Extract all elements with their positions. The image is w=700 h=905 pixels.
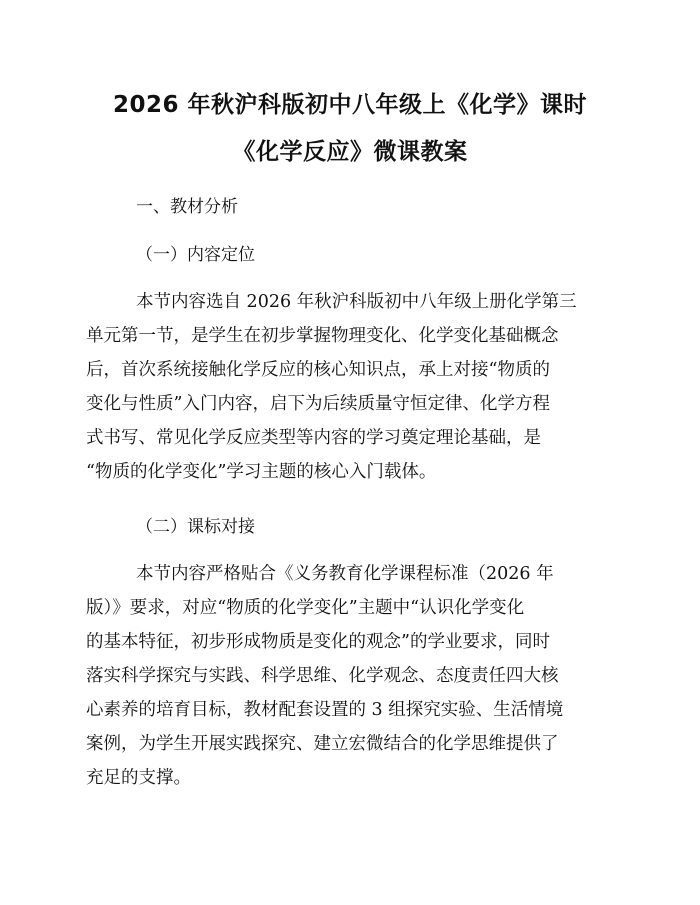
subsection-heading-content-positioning: （一）内容定位 — [136, 245, 255, 265]
paragraph-line: 后，首次系统接触化学反应的核心知识点，承上对接“物质的 — [86, 360, 550, 380]
subsection-heading-curriculum-alignment: （二）课标对接 — [136, 517, 255, 537]
document-title-line-2: 《化学反应》微课教案 — [232, 139, 468, 165]
paragraph-line: 的基本特征，初步形成物质是变化的观念”的学业要求，同时 — [86, 632, 550, 652]
section-heading-textbook-analysis: 一、教材分析 — [136, 197, 238, 217]
document-title-line-1: 2026 年秋沪科版初中八年级上《化学》课时 — [112, 92, 588, 118]
paragraph-line: 落实科学探究与实践、科学思维、化学观念、态度责任四大核 — [86, 666, 559, 686]
paragraph-line: “物质的化学变化”学习主题的核心入门载体。 — [86, 462, 437, 482]
paragraph-line: 心素养的培育目标，教材配套设置的 3 组探究实验、生活情境 — [86, 700, 564, 720]
paragraph-line: 本节内容选自 2026 年秋沪科版初中八年级上册化学第三 — [136, 292, 577, 312]
paragraph-line: 版）》要求，对应“物质的化学变化”主题中“认识化学变化 — [86, 598, 525, 618]
paragraph-line: 案例，为学生开展实践探究、建立宏微结合的化学思维提供了 — [86, 734, 559, 754]
paragraph-line: 式书写、常见化学反应类型等内容的学习奠定理论基础，是 — [86, 428, 541, 448]
paragraph-line: 充足的支撑。 — [86, 768, 191, 788]
paragraph-line: 本节内容严格贴合《义务教育化学课程标准（2026 年 — [136, 564, 554, 584]
paragraph-line: 变化与性质”入门内容，启下为后续质量守恒定律、化学方程 — [86, 394, 550, 414]
paragraph-line: 单元第一节，是学生在初步掌握物理变化、化学变化基础概念 — [86, 326, 559, 346]
